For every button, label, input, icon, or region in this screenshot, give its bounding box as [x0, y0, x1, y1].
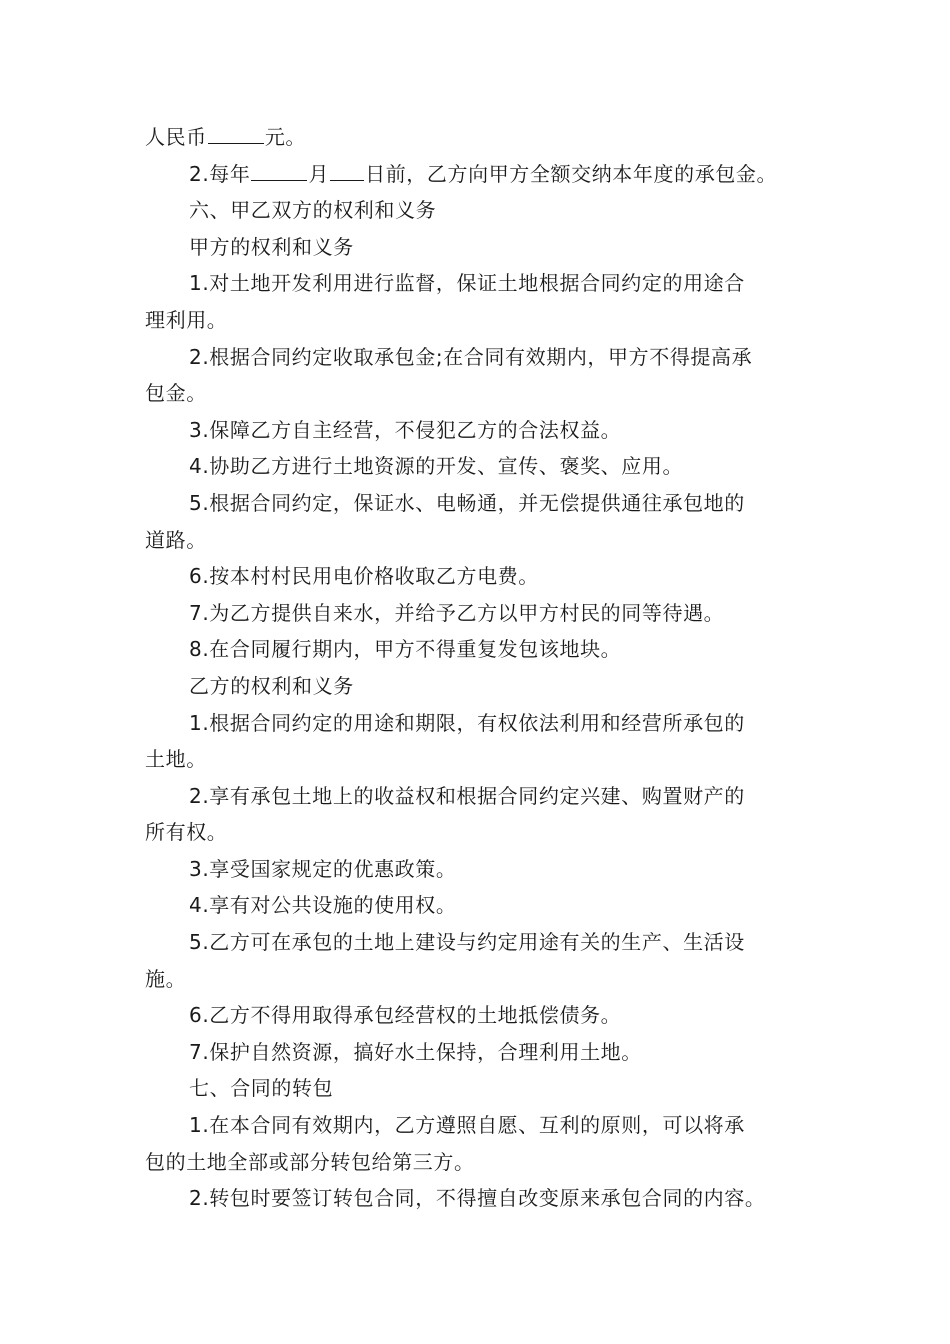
paragraph-line: 1.根据合同约定的用途和期限，有权依法利用和经营所承包的 — [189, 710, 745, 735]
paragraph-line: 2.享有承包土地上的收益权和根据合同约定兴建、购置财产的 — [189, 783, 745, 808]
subsection-heading: 甲方的权利和义务 — [189, 234, 354, 259]
paragraph-line: 1.在本合同有效期内，乙方遵照自愿、互利的原则，可以将承 — [189, 1113, 745, 1138]
paragraph-line: 包金。 — [145, 381, 207, 406]
paragraph-line — [145, 156, 810, 193]
fill-in-blank — [251, 158, 307, 181]
fill-in-blank — [330, 158, 364, 181]
paragraph-line: 施。 — [145, 966, 187, 991]
text-run: 月 — [308, 161, 330, 186]
paragraph-line: 理利用。 — [145, 307, 228, 332]
section-heading: 六、甲乙双方的权利和义务 — [189, 198, 437, 223]
paragraph-line: 4.协助乙方进行土地资源的开发、宣传、褒奖、应用。 — [189, 454, 684, 479]
paragraph-line: 5.乙方可在承包的土地上建设与约定用途有关的生产、生活设 — [189, 930, 745, 955]
paragraph-line: 7.为乙方提供自来水，并给予乙方以甲方村民的同等待遇。 — [189, 600, 725, 625]
paragraph-line: 所有权。 — [145, 820, 228, 845]
paragraph-line: 包的土地全部或部分转包给第三方。 — [145, 1149, 475, 1174]
paragraph-line: 道路。 — [145, 527, 207, 552]
paragraph-line: 5.根据合同约定，保证水、电畅通，并无偿提供通往承包地的 — [189, 490, 745, 515]
text-run: 元。 — [264, 125, 307, 149]
paragraph-line: 2.转包时要签订转包合同，不得擅自改变原来承包合同的内容。 — [189, 1186, 766, 1211]
paragraph-line: 6.按本村村民用电价格收取乙方电费。 — [189, 564, 539, 589]
fill-in-blank — [208, 121, 264, 144]
paragraph-line: 7.保护自然资源，搞好水土保持，合理利用土地。 — [189, 1039, 642, 1064]
text-run: 日前，乙方向甲方全额交纳本年度的承包金。 — [365, 161, 778, 186]
paragraph-line: 3.享受国家规定的优惠政策。 — [189, 856, 457, 881]
paragraph-line: 1.对土地开发利用进行监督，保证土地根据合同约定的用途合 — [189, 271, 745, 296]
paragraph-line — [145, 119, 810, 156]
paragraph-line: 4.享有对公共设施的使用权。 — [189, 893, 457, 918]
paragraph-line: 2.根据合同约定收取承包金;在合同有效期内，甲方不得提高承 — [189, 344, 753, 369]
subsection-heading: 乙方的权利和义务 — [189, 673, 354, 698]
paragraph-line: 6.乙方不得用取得承包经营权的土地抵偿债务。 — [189, 1003, 622, 1028]
text-run: 人民币 — [145, 125, 207, 149]
paragraph-line: 土地。 — [145, 747, 207, 772]
text-run: 2.每年 — [189, 161, 251, 186]
paragraph-line: 8.在合同履行期内，甲方不得重复发包该地块。 — [189, 637, 622, 662]
section-heading: 七、合同的转包 — [189, 1076, 334, 1101]
document-body — [145, 119, 810, 1217]
paragraph-line: 3.保障乙方自主经营，不侵犯乙方的合法权益。 — [189, 417, 622, 442]
